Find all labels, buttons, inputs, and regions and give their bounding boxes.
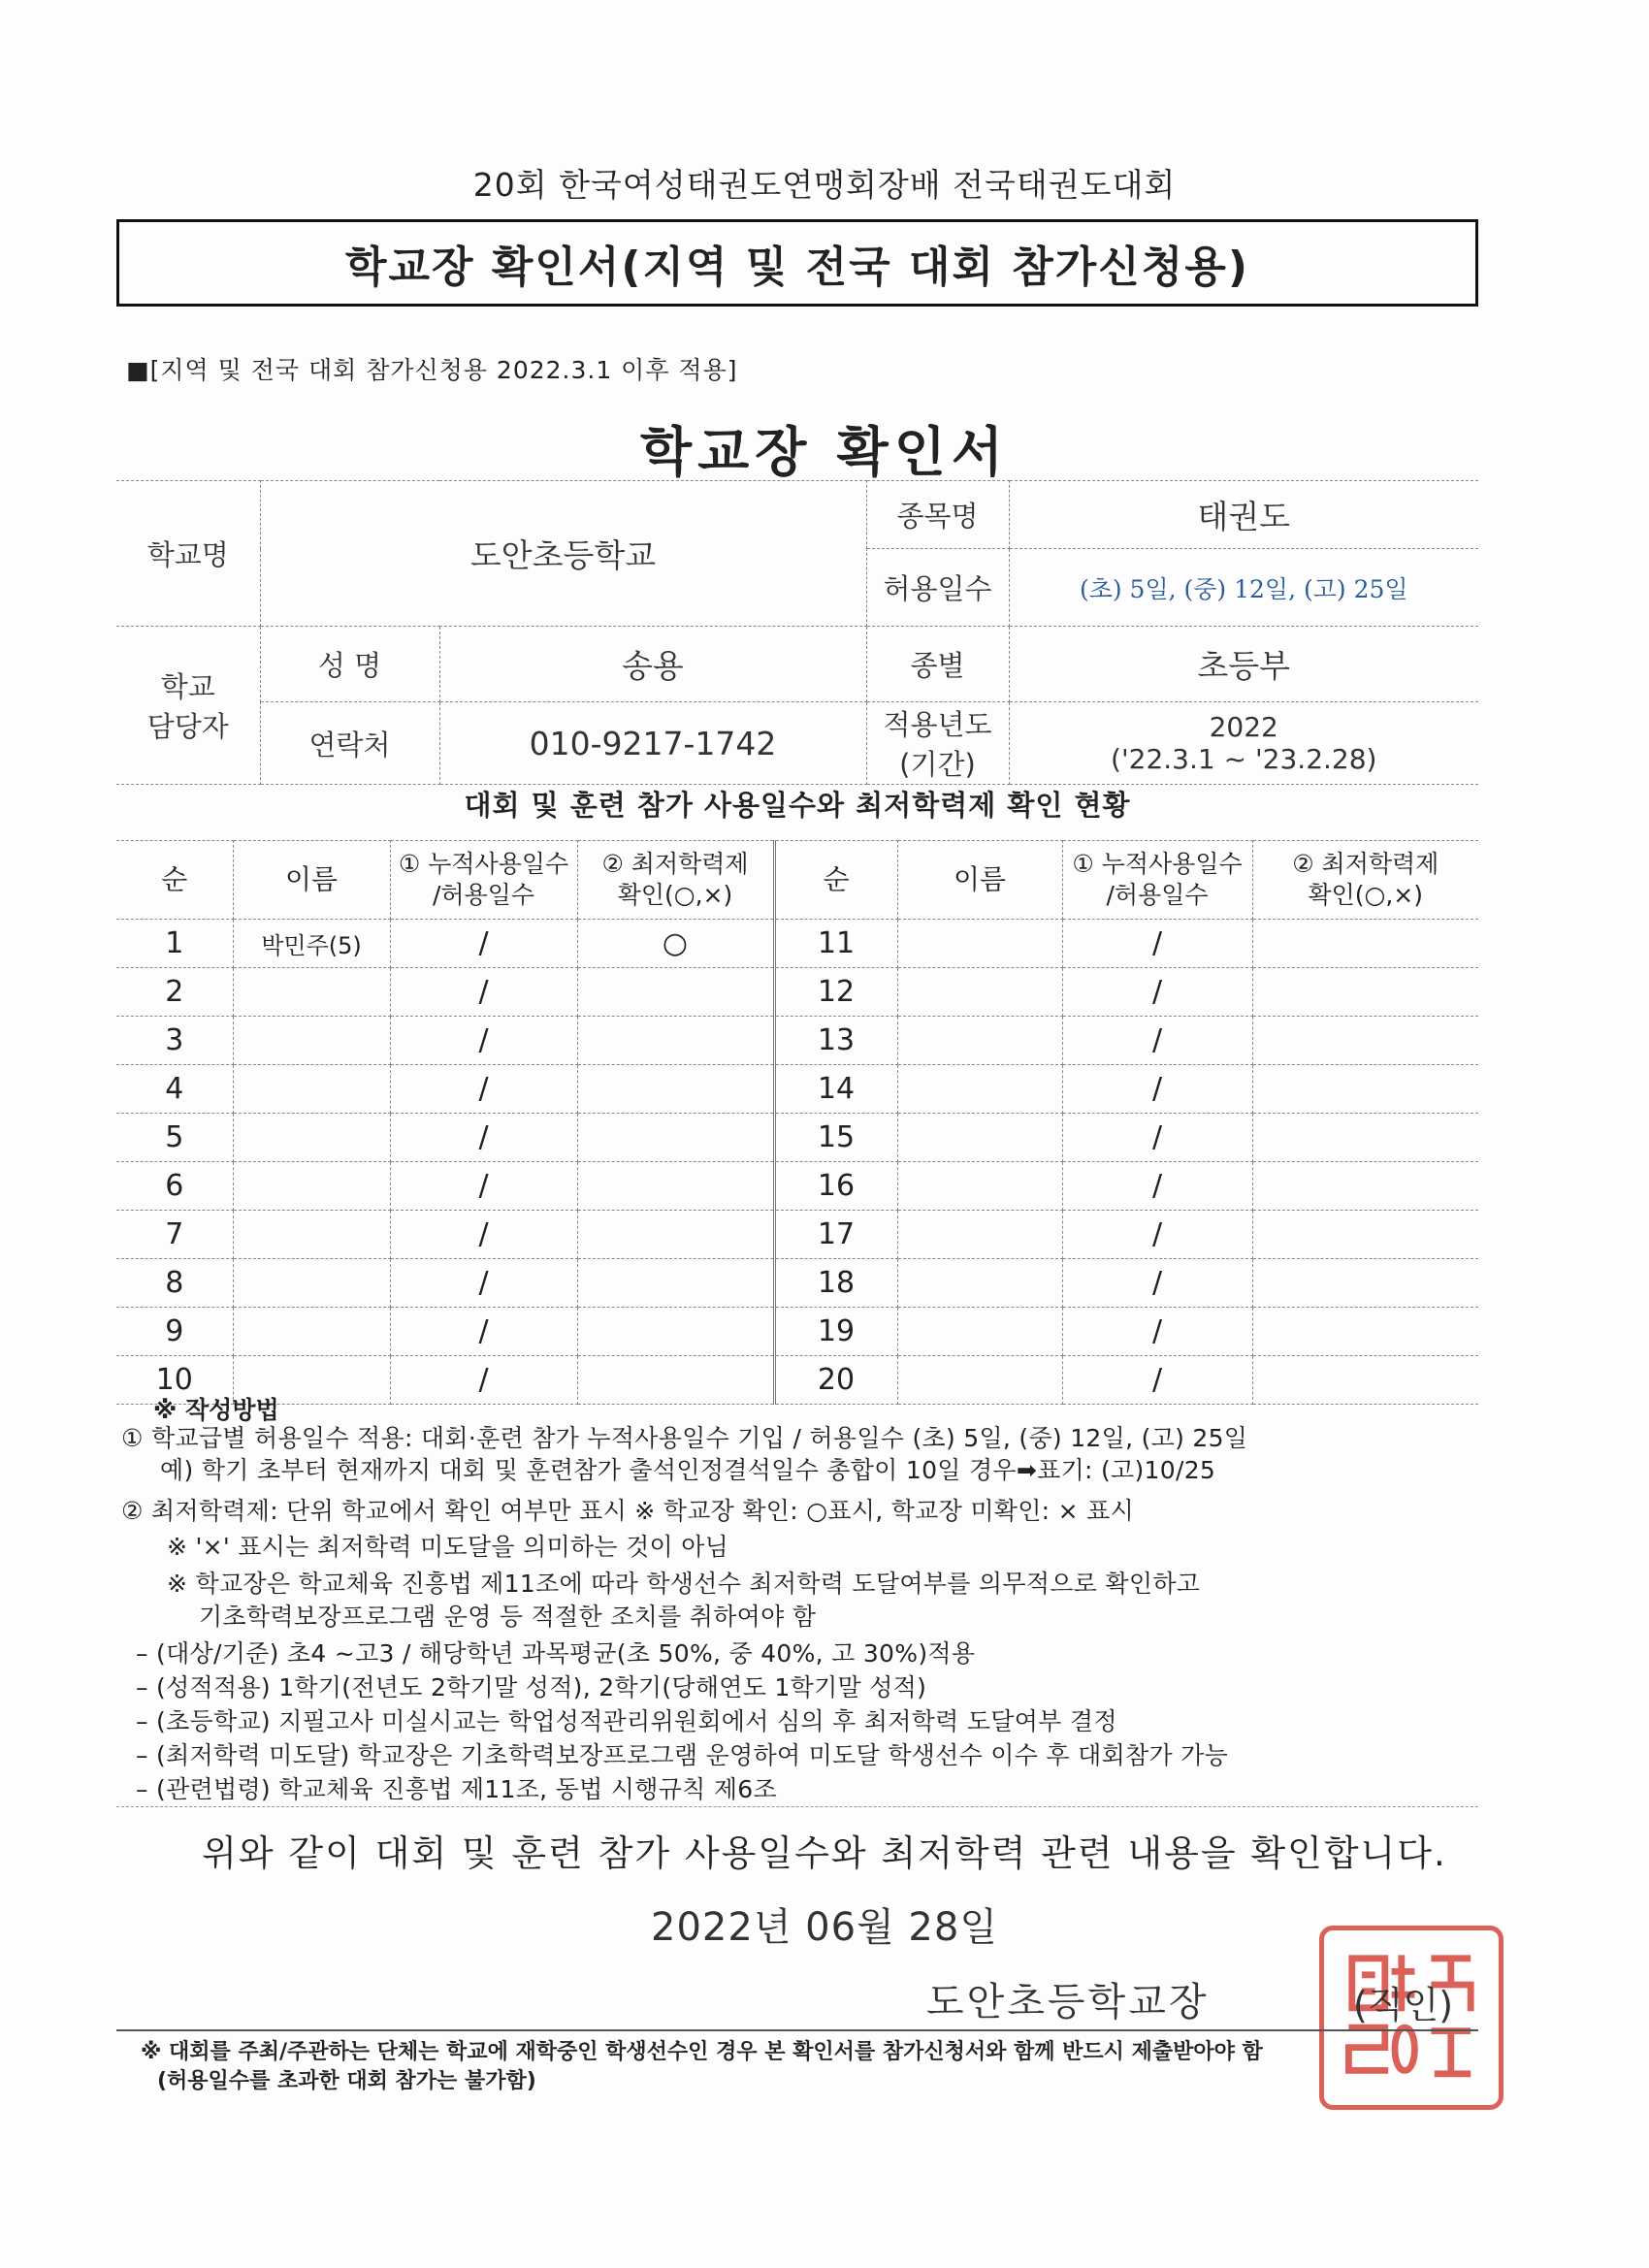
instructions-heading: ※ 작성방법 [153,1396,279,1424]
col-days-right-2: /허용일수 [1106,881,1209,909]
name-value: 송용 [439,627,866,702]
row-number: 15 [774,1114,897,1162]
table-row [116,1259,1478,1308]
year-value [1009,702,1478,785]
min-academic-check [577,1065,774,1114]
col-days-right-1: ① 누적사용일수 [1072,849,1243,878]
athlete-name [897,1259,1062,1308]
days-used: / [390,1259,577,1308]
footer-note-sub: (허용일수를 초과한 대회 참가는 불가함) [157,2069,536,2093]
contact-value: 010-9217-1742 [439,702,866,785]
allowed-days-value: (초) 5일, (중) 12일, (고) 25일 [1009,549,1478,627]
table-row [116,1017,1478,1065]
row-number: 4 [116,1065,233,1114]
instruction-1a: ① 학교급별 허용일수 적용: 대회·훈련 참가 누적사용일수 기입 / 허용일수 (초) 5일, (중) 12일, (고) 25일 [121,1424,1248,1452]
min-academic-check [1252,1065,1478,1114]
days-used: / [1062,1211,1252,1259]
days-used: / [390,1308,577,1356]
principal-title: 도안초등학교장 [926,1980,1210,2025]
footer-divider [116,2029,1478,2031]
athlete-name [897,1065,1062,1114]
min-academic-check [1252,1211,1478,1259]
athlete-name [233,1017,390,1065]
table-row [116,968,1478,1017]
athlete-name [233,1211,390,1259]
min-academic-check [1252,1162,1478,1211]
athlete-name [897,1211,1062,1259]
row-number: 14 [774,1065,897,1114]
athlete-name [897,1308,1062,1356]
days-used: / [1062,968,1252,1017]
roster-table [116,840,1478,1405]
col-no-left: 순 [116,841,233,920]
min-academic-check [577,1356,774,1405]
table-row [116,1356,1478,1405]
table-row [116,920,1478,968]
athlete-name [233,1162,390,1211]
days-used: / [390,968,577,1017]
detail-below-min: – (최저학력 미도달) 학교장은 기초학력보장프로그램 운영하여 미도달 학생선수 이수 후 대회참가 가능 [136,1741,1229,1769]
col-min-left-2: 확인(○,×) [617,881,733,909]
row-number: 19 [774,1308,897,1356]
row-number: 9 [116,1308,233,1356]
min-academic-check [577,1211,774,1259]
days-used: / [390,920,577,968]
issue-date: 2022년 06월 28일 [651,1905,998,1950]
min-academic-check [1252,1356,1478,1405]
document-title: 학교장 확인서 [640,421,1009,483]
row-number: 1 [116,920,233,968]
days-used: / [1062,1114,1252,1162]
athlete-name [897,1017,1062,1065]
col-min-right [1252,841,1478,920]
roster-title: 대회 및 훈련 참가 사용일수와 최저학력제 확인 현황 [464,789,1131,822]
col-name-left: 이름 [233,841,390,920]
row-number: 20 [774,1356,897,1405]
row-number: 6 [116,1162,233,1211]
min-academic-check [577,1162,774,1211]
athlete-name [897,968,1062,1017]
sport-value: 태권도 [1009,481,1478,549]
col-name-right: 이름 [897,841,1062,920]
table-row [116,1065,1478,1114]
athlete-name [233,1259,390,1308]
min-academic-check [1252,920,1478,968]
instruction-2: ② 최저학력제: 단위 학교에서 확인 여부만 표시 ※ 학교장 확인: ○표시, 학교장 미확인: × 표시 [121,1497,1135,1525]
days-used: / [1062,1356,1252,1405]
row-number: 17 [774,1211,897,1259]
sport-label: 종목명 [866,481,1009,549]
row-number: 12 [774,968,897,1017]
athlete-name [897,1114,1062,1162]
year-label [866,702,1009,785]
detail-law: – (관련법령) 학교체육 진흥법 제11조, 동법 시행규칙 제6조 [136,1775,777,1803]
days-used: / [1062,1162,1252,1211]
instruction-4b: 기초학력보장프로그램 운영 등 적절한 조치를 취하여야 함 [199,1603,817,1631]
year-value-line2: ('22.3.1 ~ '23.2.28) [1111,743,1377,775]
min-academic-check [577,1259,774,1308]
col-min-left [577,841,774,920]
table-row [116,1114,1478,1162]
row-number: 3 [116,1017,233,1065]
detail-grades: – (성적적용) 1학기(전년도 2학기말 성적), 2학기(당해연도 1학기말 성적) [136,1673,927,1701]
info-table [116,480,1478,785]
detail-target: – (대상/기준) 초4 ~고3 / 해당학년 과목평균(초 50%, 중 40%, 고 30%)적용 [136,1639,976,1668]
manager-label-line2: 담당자 [146,710,229,743]
division-value: 초등부 [1009,627,1478,702]
row-number: 8 [116,1259,233,1308]
row-number: 10 [116,1356,233,1405]
school-value: 도안초등학교 [260,481,866,627]
days-used: / [1062,920,1252,968]
min-academic-check [1252,1114,1478,1162]
col-days-right [1062,841,1252,920]
col-days-left-2: /허용일수 [432,881,535,909]
col-min-left-1: ② 최저학력제 [601,849,749,878]
days-used: / [390,1356,577,1405]
year-value-line1: 2022 [1209,711,1278,743]
table-row [116,1211,1478,1259]
row-number: 5 [116,1114,233,1162]
days-used: / [1062,1308,1252,1356]
division-label: 종별 [866,627,1009,702]
row-number: 7 [116,1211,233,1259]
athlete-name [233,1065,390,1114]
col-min-right-1: ② 최저학력제 [1292,849,1439,878]
allowed-days-label: 허용일수 [866,549,1009,627]
instruction-1b: 예) 학기 초부터 현재까지 대회 및 훈련참가 출석인정결석일수 총합이 10일 경우➡표기: (고)10/25 [160,1456,1216,1484]
boxed-title: 학교장 확인서(지역 및 전국 대회 참가신청용) [116,219,1478,307]
min-academic-check [577,1308,774,1356]
row-number: 18 [774,1259,897,1308]
confirmation-statement: 위와 같이 대회 및 훈련 참가 사용일수와 최저학력 관련 내용을 확인합니다. [202,1832,1447,1874]
instruction-3: ※ '×' 표시는 최저학력 미도달을 의미하는 것이 아님 [167,1533,729,1561]
min-academic-check [577,968,774,1017]
days-used: / [1062,1065,1252,1114]
name-label: 성 명 [260,627,439,702]
athlete-name [897,1356,1062,1405]
detail-elementary: – (초등학교) 지필고사 미실시교는 학업성적관리위원회에서 심의 후 최저학력 도달여부 결정 [136,1707,1117,1735]
days-used: / [1062,1017,1252,1065]
roster-body [116,920,1478,1405]
col-no-right: 순 [774,841,897,920]
athlete-name [897,1162,1062,1211]
footer-note: ※ 대회를 주최/주관하는 단체는 학교에 재학중인 학생선수인 경우 본 확인서를 참가신청서와 함께 반드시 제출받아야 함 [141,2040,1263,2064]
instruction-4a: ※ 학교장은 학교체육 진흥법 제11조에 따라 학생선수 최저학력 도달여부를 의무적으로 확인하고 [167,1570,1201,1598]
seal-mark: (직인) [1353,1984,1454,2026]
min-academic-check [577,1017,774,1065]
applicability-notice: ■[지역 및 전국 대회 참가신청용 2022.3.1 이후 적용] [126,356,738,384]
min-academic-check: ○ [577,920,774,968]
days-used: / [390,1211,577,1259]
days-used: / [390,1017,577,1065]
table-row [116,1308,1478,1356]
days-used: / [390,1162,577,1211]
col-days-left [390,841,577,920]
days-used: / [390,1114,577,1162]
manager-label [116,627,260,785]
year-label-line1: 적용년도 [883,708,992,741]
min-academic-check [1252,1017,1478,1065]
year-label-line2: (기간) [899,748,976,781]
manager-label-line1: 학교 [160,670,215,703]
row-number: 11 [774,920,897,968]
min-academic-check [577,1114,774,1162]
days-used: / [1062,1259,1252,1308]
athlete-name [233,968,390,1017]
col-days-left-1: ① 누적사용일수 [398,849,569,878]
row-number: 13 [774,1017,897,1065]
contest-name: 20회 한국여성태권도연맹회장배 전국태권도대회 [472,166,1177,204]
col-min-right-2: 확인(○,×) [1308,881,1423,909]
school-label: 학교명 [116,481,260,627]
contact-label: 연락처 [260,702,439,785]
athlete-name [233,1308,390,1356]
row-number: 16 [774,1162,897,1211]
row-number: 2 [116,968,233,1017]
table-row [116,1162,1478,1211]
min-academic-check [1252,968,1478,1017]
min-academic-check [1252,1308,1478,1356]
days-used: / [390,1065,577,1114]
divider [116,1806,1478,1807]
min-academic-check [1252,1259,1478,1308]
athlete-name: 박민주(5) [233,920,390,968]
athlete-name [233,1114,390,1162]
athlete-name [897,920,1062,968]
